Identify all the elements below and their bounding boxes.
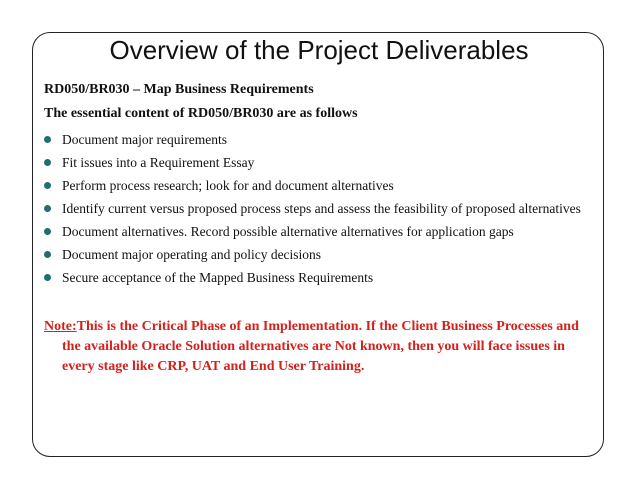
bullet-icon [44,136,51,143]
bullet-icon [44,159,51,166]
bullet-item [44,153,592,172]
bullet-icon [44,251,51,258]
bullet-text: Perform process research; look for and document alternatives [62,178,394,193]
bullet-item [44,268,592,287]
bullet-icon [44,205,51,212]
bullet-text: Fit issues into a Requirement Essay [62,155,255,170]
slide-content [44,80,592,377]
bullet-item [44,199,592,218]
bullet-text: Secure acceptance of the Mapped Business Requirements [62,270,374,285]
bullet-item [44,176,592,195]
bullet-text: Document major requirements [62,132,227,147]
note-block [44,317,592,377]
bullet-list [44,130,592,287]
note-text: This is the Critical Phase of an Implementation. If the Client Business Processes and the available Oracle Solution alternatives are Not known, then you will face issues in every stage like CRP, UAT and End User Training. [62,319,579,374]
note-label: Note: [44,319,77,334]
bullet-text: Identify current versus proposed process steps and assess the feasibility of proposed alternatives [62,201,581,216]
bullet-item [44,130,592,149]
bullet-item [44,245,592,264]
section-heading-content: The essential content of RD050/BR030 are as follows [44,106,358,121]
section-heading-deliverable: RD050/BR030 – Map Business Requirements [44,82,314,97]
bullet-icon [44,182,51,189]
bullet-icon [44,228,51,235]
bullet-icon [44,274,51,281]
bullet-item [44,222,592,241]
bullet-text: Document major operating and policy decisions [62,247,322,262]
slide-title: Overview of the Project Deliverables [109,35,529,65]
bullet-text: Document alternatives. Record possible alternative alternatives for application gaps [62,224,514,239]
